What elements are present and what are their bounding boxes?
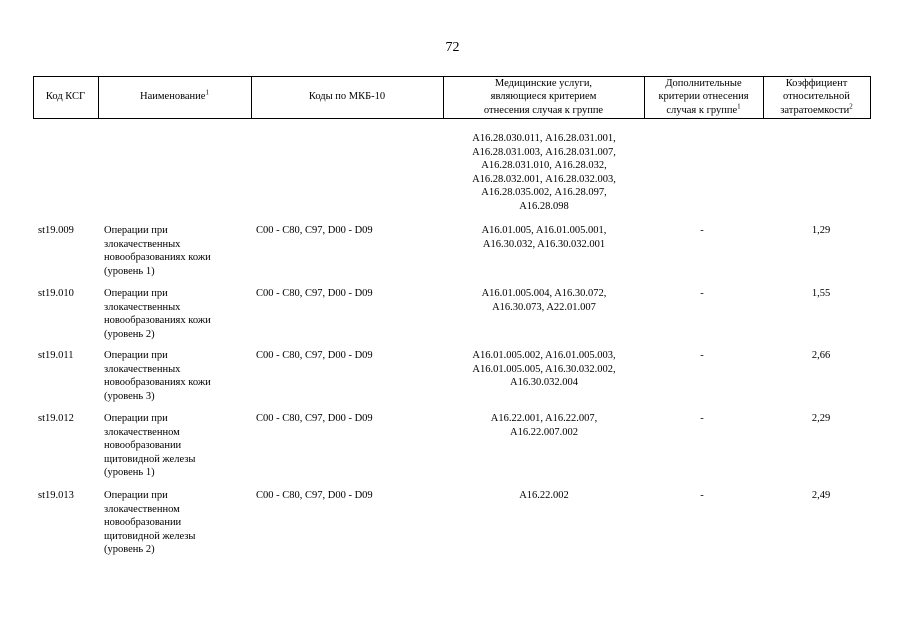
name-line: Операции при (104, 288, 168, 299)
service-line: A16.01.005, A16.01.005.001, (481, 225, 607, 236)
name-line: (уровень 2) (104, 328, 155, 340)
name-line: злокачественных (104, 238, 181, 250)
header-line: критерии отнесения (658, 91, 749, 103)
row-services (449, 489, 639, 503)
header-name-text: Наименование (140, 91, 206, 103)
row-name (104, 287, 254, 341)
service-line: A16.30.073, A22.01.007 (492, 301, 596, 313)
footnote-mark: 2 (849, 102, 853, 111)
service-line: А16.28.031.010, А16.28.032, (481, 160, 607, 171)
row-extra: - (700, 413, 704, 424)
header-services-label (484, 77, 603, 118)
row-code: st19.011 (38, 350, 74, 361)
service-line: А16.28.031.003, А16.28.031.007, (472, 146, 616, 158)
name-line: Операции при (104, 490, 168, 501)
service-line: A16.30.032.004 (510, 377, 578, 388)
row-extra: - (700, 490, 704, 501)
service-line: A16.22.001, A16.22.007, (490, 413, 598, 424)
service-line: A16.22.007.002 (510, 426, 578, 438)
name-line: новообразованиях кожи (104, 377, 211, 388)
row-code: st19.013 (38, 490, 74, 501)
row-extra: - (700, 225, 704, 236)
header-coef (763, 76, 870, 118)
footnote-mark: 1 (737, 102, 741, 111)
header-name (98, 76, 251, 118)
name-line: (уровень 3) (104, 390, 155, 402)
header-name-label (140, 90, 209, 104)
service-line: A16.22.002 (519, 490, 569, 501)
header-line: Дополнительные (665, 77, 742, 89)
name-line: (уровень 1) (104, 467, 155, 478)
header-services (443, 76, 644, 118)
page-number: 72 (445, 40, 460, 55)
row-mkb: C00 - C80, C97, D00 - D09 (256, 413, 373, 424)
row-mkb: C00 - C80, C97, D00 - D09 (256, 225, 373, 236)
row-code: st19.009 (38, 225, 74, 236)
service-line: A16.01.005.002, A16.01.005.003, (472, 350, 616, 361)
row-mkb: C00 - C80, C97, D00 - D09 (256, 490, 373, 501)
header-line-text: затратоемкости (780, 104, 850, 116)
name-line: (уровень 1) (104, 265, 155, 277)
name-line: злокачественных (104, 363, 181, 375)
name-line: щитовидной железы (104, 530, 196, 542)
header-line: являющиеся критерием (490, 91, 597, 103)
row-services (449, 349, 639, 390)
header-line (780, 104, 852, 118)
header-line-text: случая к группе (666, 104, 738, 116)
name-line: новообразовании (104, 517, 182, 528)
service-line: A16.01.005.005, A16.30.032.002, (472, 363, 616, 375)
header-code-label: Код КСГ (45, 91, 86, 103)
row-coef: 2,29 (811, 413, 831, 424)
row-coef: 2,49 (811, 490, 831, 501)
header-line: Коэффициент (785, 77, 848, 89)
row-mkb: C00 - C80, C97, D00 - D09 (256, 288, 373, 299)
header-code (33, 76, 98, 118)
row-code: st19.010 (38, 288, 74, 299)
header-bottom-border (33, 118, 871, 119)
service-line: А16.28.098 (519, 200, 569, 212)
header-coef-label (780, 77, 852, 118)
name-line: новообразованиях кожи (104, 315, 211, 326)
service-line: A16.30.032, A16.30.032.001 (482, 238, 606, 250)
service-line: А16.28.032.001, А16.28.032.003, (472, 173, 616, 185)
header-extra (644, 76, 763, 118)
row-services (449, 287, 639, 314)
name-line: злокачественном (104, 426, 180, 438)
name-line: Операции при (104, 225, 168, 236)
name-line: злокачественном (104, 503, 180, 515)
header-line: Медицинские услуги, (494, 77, 593, 89)
service-line: А16.28.030.011, А16.28.031.001, (472, 133, 616, 144)
name-line: щитовидной железы (104, 453, 196, 465)
row-extra: - (700, 288, 704, 299)
row-coef: 1,29 (811, 225, 831, 236)
service-line: A16.01.005.004, A16.30.072, (481, 288, 607, 299)
header-line: относительной (783, 91, 850, 103)
name-line: новообразовании (104, 440, 182, 451)
header-extra-label (658, 77, 748, 118)
row-services (449, 412, 639, 439)
row-coef: 2,66 (811, 350, 831, 361)
row-name (104, 412, 254, 480)
name-line: злокачественных (104, 301, 181, 313)
header-mkb (251, 76, 443, 118)
header-line: отнесения случая к группе (483, 104, 604, 116)
name-line: (уровень 2) (104, 544, 155, 555)
row-services (449, 224, 639, 251)
row-name (104, 224, 254, 278)
header-mkb-label: Коды по МКБ-10 (308, 91, 386, 103)
row-extra: - (700, 350, 704, 361)
name-line: Операции при (104, 413, 168, 424)
row-coef: 1,55 (811, 288, 831, 299)
name-line: Операции при (104, 350, 168, 361)
column-divider (870, 76, 871, 118)
row-name (104, 489, 254, 557)
name-line: новообразованиях кожи (104, 252, 211, 263)
row-name (104, 349, 254, 403)
footnote-mark: 1 (205, 88, 209, 97)
service-line: А16.28.035.002, А16.28.097, (481, 187, 607, 198)
row-code: st19.012 (38, 413, 74, 424)
header-line (658, 104, 748, 118)
row-mkb: C00 - C80, C97, D00 - D09 (256, 350, 373, 361)
continuation-services (449, 132, 639, 213)
